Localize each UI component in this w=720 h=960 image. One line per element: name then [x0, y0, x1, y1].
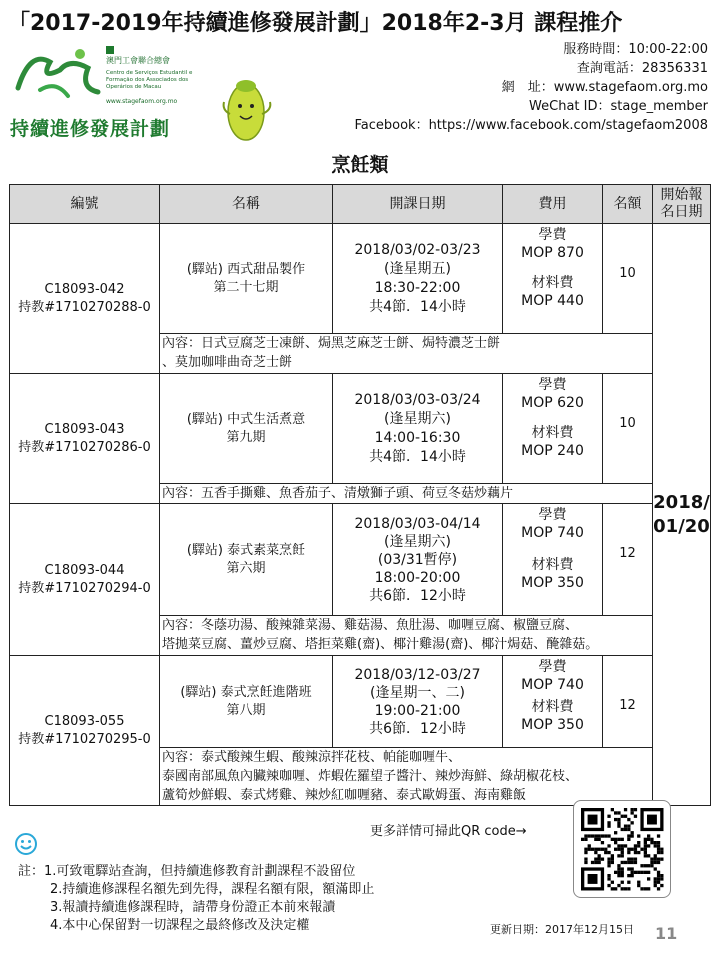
org-url: www.stagefaom.org.mo	[106, 98, 178, 105]
qr-code[interactable]	[573, 800, 671, 898]
header-reg-date: 開始報 名日期	[653, 185, 711, 224]
course-dates: 2018/03/02-03/23 (逢星期五) 18:30-22:00 共4節．14小時	[333, 224, 503, 334]
course-quota: 10	[603, 374, 653, 484]
header-fee: 費用	[503, 185, 603, 224]
course-fee: 學費 MOP 740 材料費 MOP 350	[503, 504, 603, 616]
table-header-row	[10, 185, 711, 224]
course-table	[9, 184, 711, 806]
table-row	[10, 656, 711, 748]
course-fee: 學費 MOP 620 材料費 MOP 240	[503, 374, 603, 484]
page-number: 11	[655, 924, 678, 943]
course-name: (驛站) 泰式素菜烹飪 第六期	[160, 504, 333, 616]
course-name: (驛站) 泰式烹飪進階班 第八期	[160, 656, 333, 748]
header-quota: 名額	[603, 185, 653, 224]
course-code: C18093-043 持教#1710270286-0	[10, 374, 160, 504]
course-code: C18093-055 持教#1710270295-0	[10, 656, 160, 806]
course-code: C18093-042 持教#1710270288-0	[10, 224, 160, 374]
org-name-en: Centro de Serviços Estudantil e Formação dos Associados dos Operários de Macau	[106, 70, 193, 90]
notes	[18, 863, 374, 935]
service-hours: 服務時間：10:00-22:00	[563, 42, 708, 57]
note-item: 1.可致電驛站查詢，但持續進修教育計劃課程不設留位	[44, 864, 356, 879]
course-name: (驛站) 中式生活煮意 第九期	[160, 374, 333, 484]
course-dates: 2018/03/03-04/14 (逢星期六) (03/31暫停) 18:00-20:00 共6節．12小時	[333, 504, 503, 616]
note-item: 3.報讀持續進修課程時，請帶身份證正本前來報讀	[50, 900, 336, 915]
notes-label: 註：	[18, 864, 45, 879]
course-content: 內容：冬蔭功湯、酸辣雜菜湯、雞菇湯、魚肚湯、咖喱豆腐、椒鹽豆腐、 塔拋菜豆腐、薑炒豆腐、塔拒菜雞(齋)、椰汁雞湯(齋)、椰汁焗菇、醃雜菇。	[160, 616, 653, 656]
table-row	[10, 224, 711, 334]
course-quota: 12	[603, 656, 653, 748]
course-quota: 12	[603, 504, 653, 616]
course-fee: 學費 MOP 870 材料費 MOP 440	[503, 224, 603, 334]
course-content: 內容：日式豆腐芝士凍餅、焗黑芝麻芝士餅、焗特濃芝士餅 、莫加咖啡曲奇芝士餅	[160, 334, 653, 374]
qr-hint: 更多詳情可掃此QR code→	[370, 824, 527, 839]
facebook-link[interactable]: Facebook：https://www.facebook.com/stagefaom2008	[354, 118, 708, 133]
course-name: (驛站) 西式甜品製作 第二十七期	[160, 224, 333, 334]
header-dates: 開課日期	[333, 185, 503, 224]
registration-date: 2018/ 01/20	[653, 224, 711, 806]
note-item: 4.本中心保留對一切課程之最終修改及決定權	[50, 918, 310, 933]
table-row	[10, 504, 711, 616]
logo	[10, 40, 340, 150]
course-content: 內容：五香手撕雞、魚香茄子、清燉獅子頭、荷豆冬菇炒藕片	[160, 484, 653, 504]
update-date: 更新日期：2017年12月15日	[490, 923, 634, 936]
contact-info	[354, 40, 708, 135]
note-item: 2.持續進修課程名額先到先得，課程名額有限，額滿即止	[50, 882, 375, 897]
header-code: 編號	[10, 185, 160, 224]
course-dates: 2018/03/03-03/24 (逢星期六) 14:00-16:30 共4節．14小時	[333, 374, 503, 484]
header-name: 名稱	[160, 185, 333, 224]
qr-code-icon	[574, 801, 670, 897]
page-title: 「2017-2019年持續進修發展計劃」2018年2-3月 課程推介	[8, 11, 623, 36]
course-fee: 學費 MOP 740 材料費 MOP 350	[503, 656, 603, 748]
org-name-cn: 澳門工會聯合總會	[106, 56, 170, 65]
phone: 查詢電話：28356331	[576, 61, 708, 76]
smiley-icon	[14, 832, 38, 856]
website[interactable]: 網 址：www.stagefaom.org.mo	[501, 80, 708, 95]
program-name: 持續進修發展計劃	[10, 118, 171, 140]
course-dates: 2018/03/12-03/27 (逢星期一、二) 19:00-21:00 共6節．12小時	[333, 656, 503, 748]
wechat-id: WeChat ID：stage_member	[529, 99, 708, 114]
table-row	[10, 374, 711, 484]
section-title: 烹飪類	[331, 154, 389, 176]
course-content: 內容：泰式酸辣生蝦、酸辣涼拌花枝、帕能咖喱牛、 泰國南部風魚內臟辣咖喱、炸蝦佐羅望子醬汁、辣炒海鮮、綠胡椒花枝、 蘆筍炒鮮蝦、泰式烤雞、辣炒紅咖喱豬、泰式歐姆蛋、海南雞飯	[160, 748, 653, 806]
course-code: C18093-044 持教#1710270294-0	[10, 504, 160, 656]
course-quota: 10	[603, 224, 653, 334]
